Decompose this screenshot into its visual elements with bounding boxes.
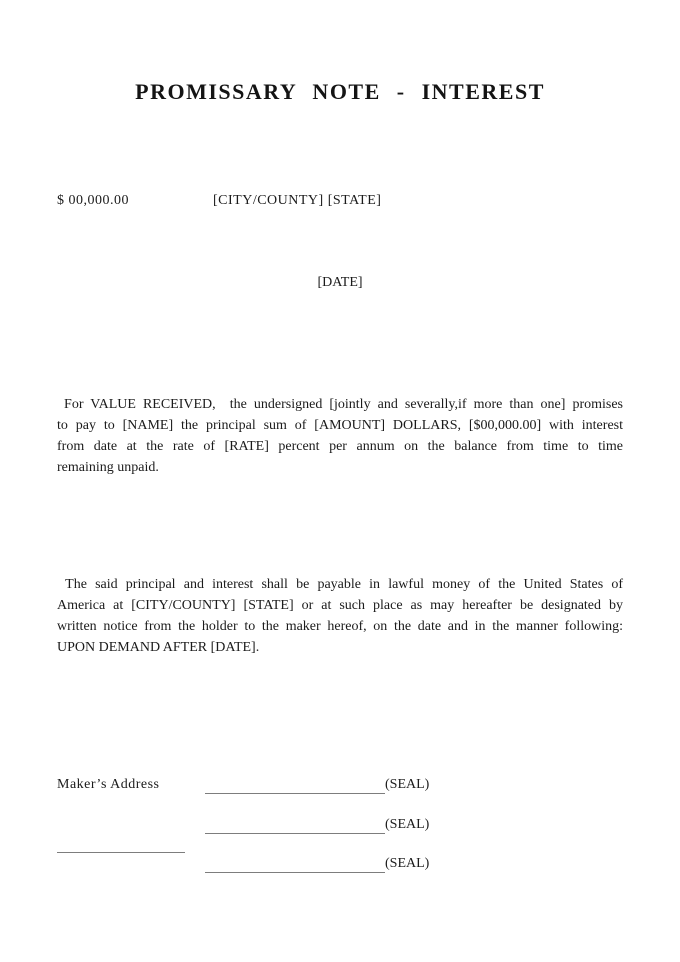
seal-label: (SEAL) [385,777,430,792]
signature-line [205,819,385,834]
page-title: PROMISSARY NOTE - INTEREST [135,79,545,104]
date-placeholder: [DATE] [317,275,363,290]
paragraph-line: written notice from the holder to the maker hereof, on the date and in the manner following: [57,619,623,634]
seal-label: (SEAL) [385,817,430,832]
address-blank-line [57,838,185,853]
paragraph-line: to pay to [NAME] the principal sum of [AMOUNT] DOLLARS, [$00,000.00] with interest [57,418,623,433]
paragraph-line: from date at the rate of [RATE] percent per annum on the balance from time to time [57,439,623,454]
amount-place-row [0,193,680,213]
amount-value: $ 00,000.00 [57,193,129,208]
paragraph-line: For VALUE RECEIVED, the undersigned [jointly and severally,if more than one] promises [57,397,623,412]
paragraph-line: UPON DEMAND AFTER [DATE]. [57,640,260,655]
value-received-paragraph [57,394,623,478]
makers-address-label: Maker’s Address [57,777,160,792]
seal-label: (SEAL) [385,856,430,871]
payment-terms-paragraph [57,574,623,658]
city-county-state-placeholder: [CITY/COUNTY] [STATE] [213,193,382,208]
signature-line [205,779,385,794]
paragraph-line: remaining unpaid. [57,460,159,475]
signature-line [205,858,385,873]
paragraph-line: America at [CITY/COUNTY] [STATE] or at such place as may hereafter be designated by [57,598,623,613]
paragraph-line: The said principal and interest shall be payable in lawful money of the United States of [57,577,624,592]
